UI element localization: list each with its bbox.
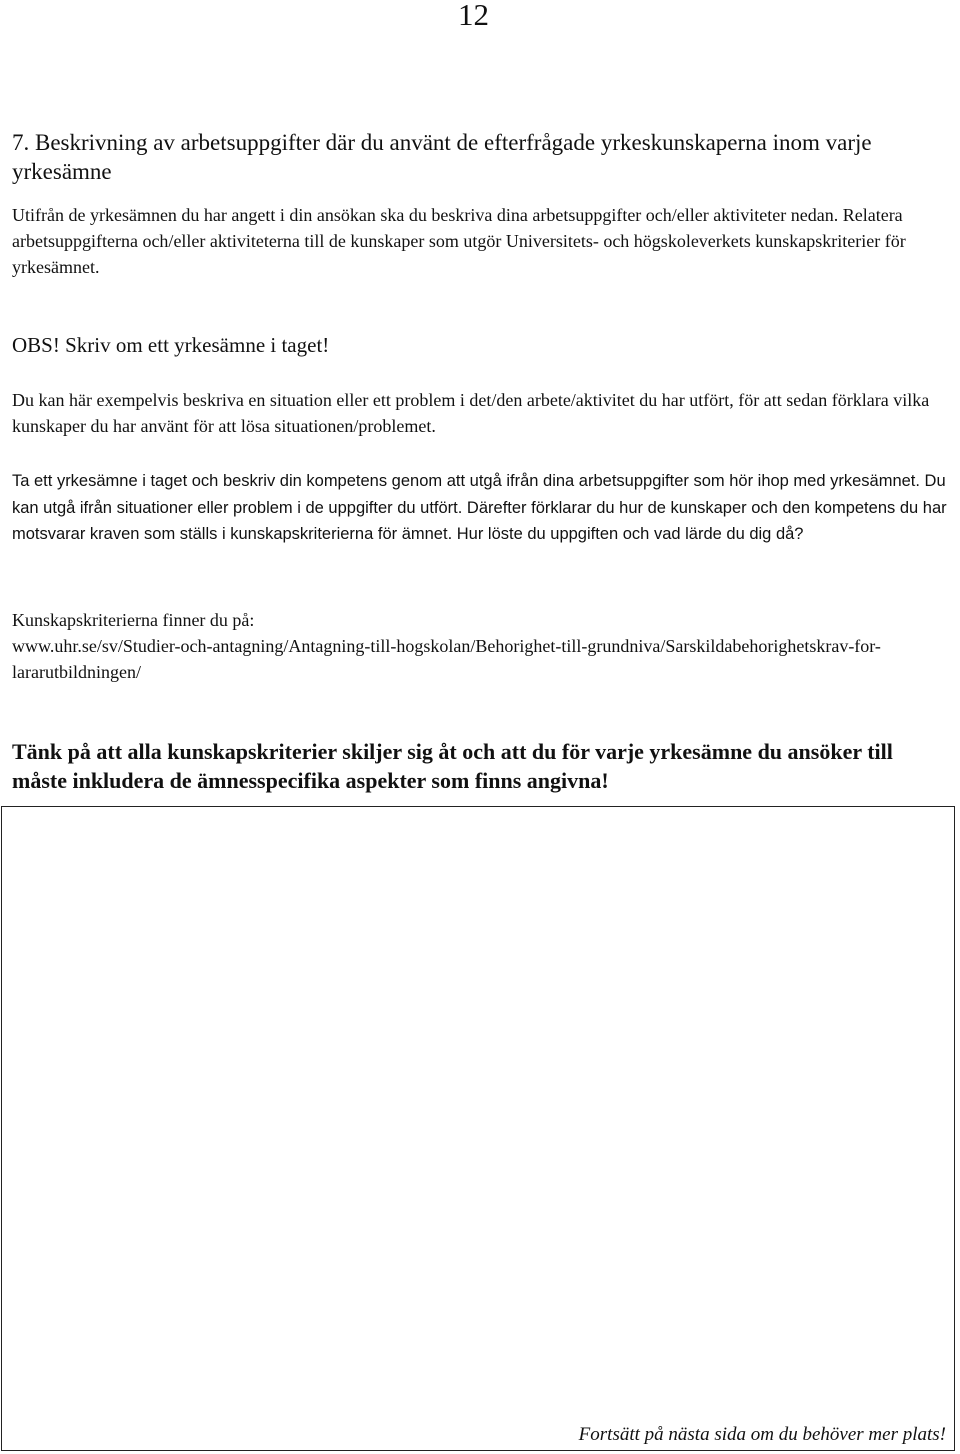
page-number: 12	[458, 0, 489, 32]
example-paragraph: Du kan här exempelvis beskriva en situation eller ett problem i det/den arbete/aktivitet du har utfört, för att sedan förklara vilka kunskaper du har använt för att lösa situationen/problemet.	[12, 390, 930, 436]
intro-paragraph: Utifrån de yrkesämnen du har angett i din ansökan ska du beskriva dina arbetsuppgifter och/eller aktiviteter nedan. Relatera arbetsuppgifterna och/eller aktiviteterna till de kunskaper som utgör Universitets- och högskoleverkets kunskapskriterier för yrkesämnet.	[12, 205, 906, 277]
section-number: 7.	[12, 130, 30, 155]
section-title: Beskrivning av arbetsuppgifter där du använt de efterfrågade yrkeskunskaperna inom varje yrkesämne	[12, 130, 872, 184]
continue-note: Fortsätt på nästa sida om du behöver mer plats!	[578, 1424, 946, 1445]
emphasis-notice: Tänk på att alla kunskapskriterier skiljer sig åt och att du för varje yrkesämne du ansöker till måste inkludera de ämnesspecifika aspekter som finns angivna!	[12, 739, 893, 793]
answer-text-box[interactable]	[1, 806, 955, 1451]
criteria-block	[12, 607, 952, 685]
obs-notice: OBS! Skriv om ett yrkesämne i taget!	[12, 333, 330, 357]
section-heading	[12, 128, 947, 186]
criteria-url: www.uhr.se/sv/Studier-och-antagning/Antagning-till-hogskolan/Behorighet-till-grundniva/Sarskildabehorighetskrav-for-lararutbildningen/	[12, 636, 881, 682]
criteria-label: Kunskapskriterierna finner du på:	[12, 610, 255, 630]
task-paragraph: Ta ett yrkesämne i taget och beskriv din kompetens genom att utgå ifrån dina arbetsuppgifter som hör ihop med yrkesämnet. Du kan utgå ifrån situationer eller problem i de uppgifter du utfört. Därefter förklarar du hur de kunskaper och den kompetens du har motsvarar kraven som ställs i kunskapskriterierna för ämnet. Hur löste du uppgiften och vad lärde du dig då?	[12, 472, 947, 543]
